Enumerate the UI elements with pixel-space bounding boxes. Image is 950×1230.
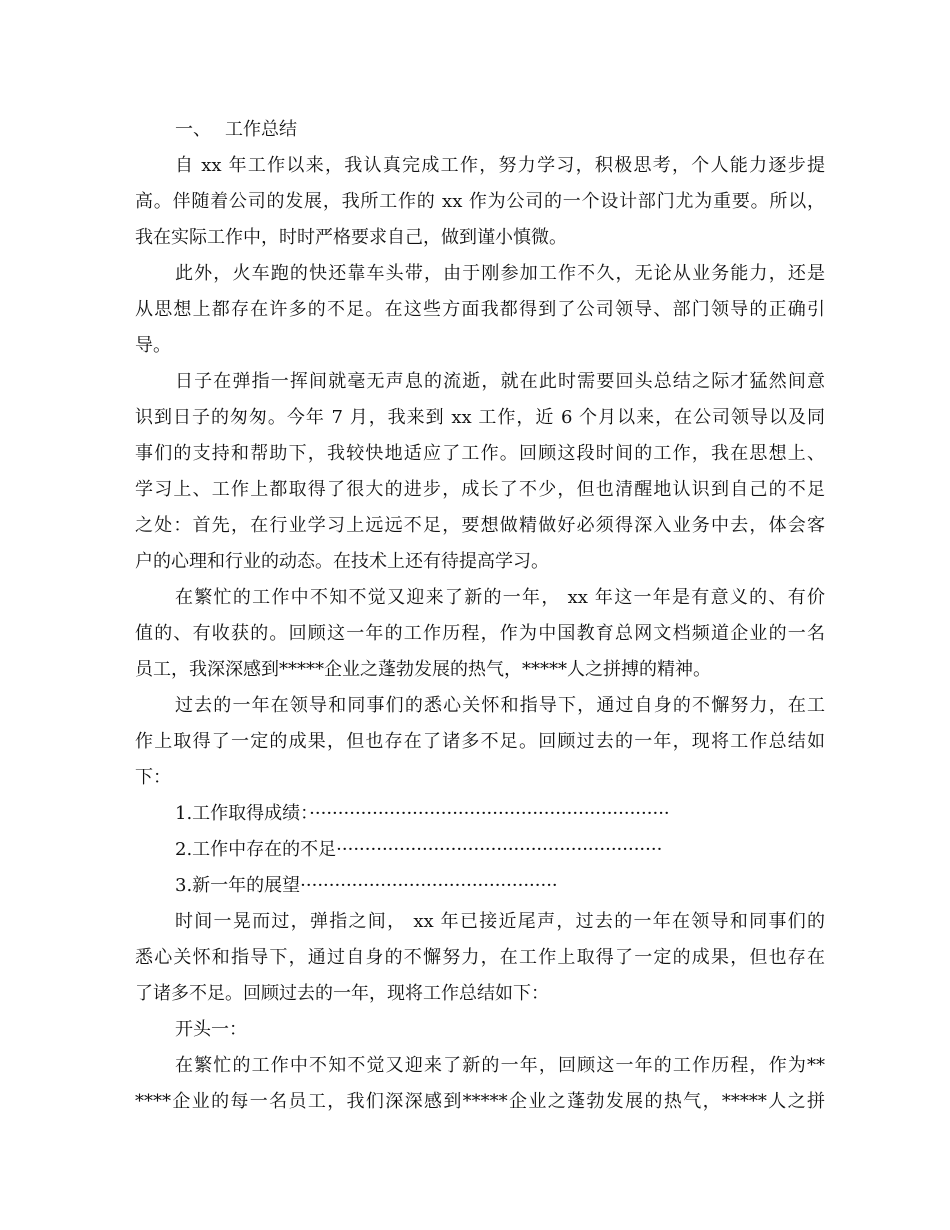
- text-line: 了诸多不足。回顾过去的一年，现将工作总结如下：: [135, 983, 549, 1004]
- text-line: 开头一：: [175, 1019, 247, 1040]
- text-line: 在繁忙的工作中不知不觉又迎来了新的一年，回顾这一年的工作历程，作为**: [175, 1055, 825, 1076]
- paragraph: [135, 688, 825, 796]
- paragraph: [135, 256, 825, 364]
- text-line: 悉心关怀和指导下，通过自身的不懈努力，在工作上取得了一定的成果，但也存在: [135, 947, 825, 968]
- text-line: 3.新一年的展望·············································: [175, 875, 558, 896]
- text-line: 高。伴随着公司的发展，我所工作的 xx 作为公司的一个设计部门尤为重要。所以，: [135, 191, 825, 212]
- paragraph: [135, 364, 825, 580]
- text-line: 日子在弹指一挥间就毫无声息的流逝，就在此时需要回头总结之际才猛然间意: [175, 371, 825, 392]
- text-line: ****企业的每一名员工，我们深深感到*****企业之蓬勃发展的热气，*****人之拼: [135, 1091, 825, 1112]
- body-text: [135, 148, 825, 1120]
- text-line: 户的心理和行业的动态。在技术上还有待提高学习。: [135, 551, 549, 572]
- document-page: [135, 112, 825, 1120]
- section-number: 一、: [175, 119, 211, 140]
- paragraph: [135, 868, 825, 904]
- text-line: 在繁忙的工作中不知不觉又迎来了新的一年， xx 年这一年是有意义的、有价: [175, 587, 825, 608]
- paragraph: [135, 796, 825, 832]
- text-line: 作上取得了一定的成果，但也存在了诸多不足。回顾过去的一年，现将工作总结如: [135, 731, 825, 752]
- text-line: 此外，火车跑的快还靠车头带，由于刚参加工作不久，无论从业务能力，还是: [175, 263, 825, 284]
- text-line: 事们的支持和帮助下，我较快地适应了工作。回顾这段时间的工作，我在思想上、: [135, 443, 825, 464]
- text-line: 员工，我深深感到*****企业之蓬勃发展的热气，*****人之拼搏的精神。: [135, 659, 711, 680]
- text-line: 自 xx 年工作以来，我认真完成工作，努力学习，积极思考，个人能力逐步提: [175, 155, 825, 176]
- text-line: 1.工作取得成绩：·······························································: [175, 803, 670, 824]
- text-line: 导。: [135, 335, 171, 356]
- paragraph: [135, 832, 825, 868]
- text-line: 之处：首先，在行业学习上远远不足，要想做精做好必须得深入业务中去，体会客: [135, 515, 825, 536]
- text-line: 学习上、工作上都取得了很大的进步，成长了不少，但也清醒地认识到自己的不足: [135, 479, 825, 500]
- paragraph: [135, 1012, 825, 1048]
- text-line: 2.工作中存在的不足·························································: [175, 839, 663, 860]
- paragraph: [135, 580, 825, 688]
- text-line: 时间一晃而过，弹指之间， xx 年已接近尾声，过去的一年在领导和同事们的: [175, 911, 825, 932]
- text-line: 值的、有收获的。回顾这一年的工作历程，作为中国教育总网文档频道企业的一名: [135, 623, 825, 644]
- text-line: 我在实际工作中，时时严格要求自己，做到谨小慎微。: [135, 227, 567, 248]
- section-title: 工作总结: [225, 119, 297, 140]
- paragraph: [135, 1048, 825, 1120]
- paragraph: [135, 148, 825, 256]
- text-line: 识到日子的匆匆。今年 7 月，我来到 xx 工作，近 6 个月以来，在公司领导以及同: [135, 407, 825, 428]
- text-line: 过去的一年在领导和同事们的悉心关怀和指导下，通过自身的不懈努力，在工: [175, 695, 825, 716]
- text-line: 下：: [135, 767, 171, 788]
- section-heading: [135, 112, 825, 148]
- paragraph: [135, 904, 825, 1012]
- text-line: 从思想上都存在许多的不足。在这些方面我都得到了公司领导、部门领导的正确引: [135, 299, 825, 320]
